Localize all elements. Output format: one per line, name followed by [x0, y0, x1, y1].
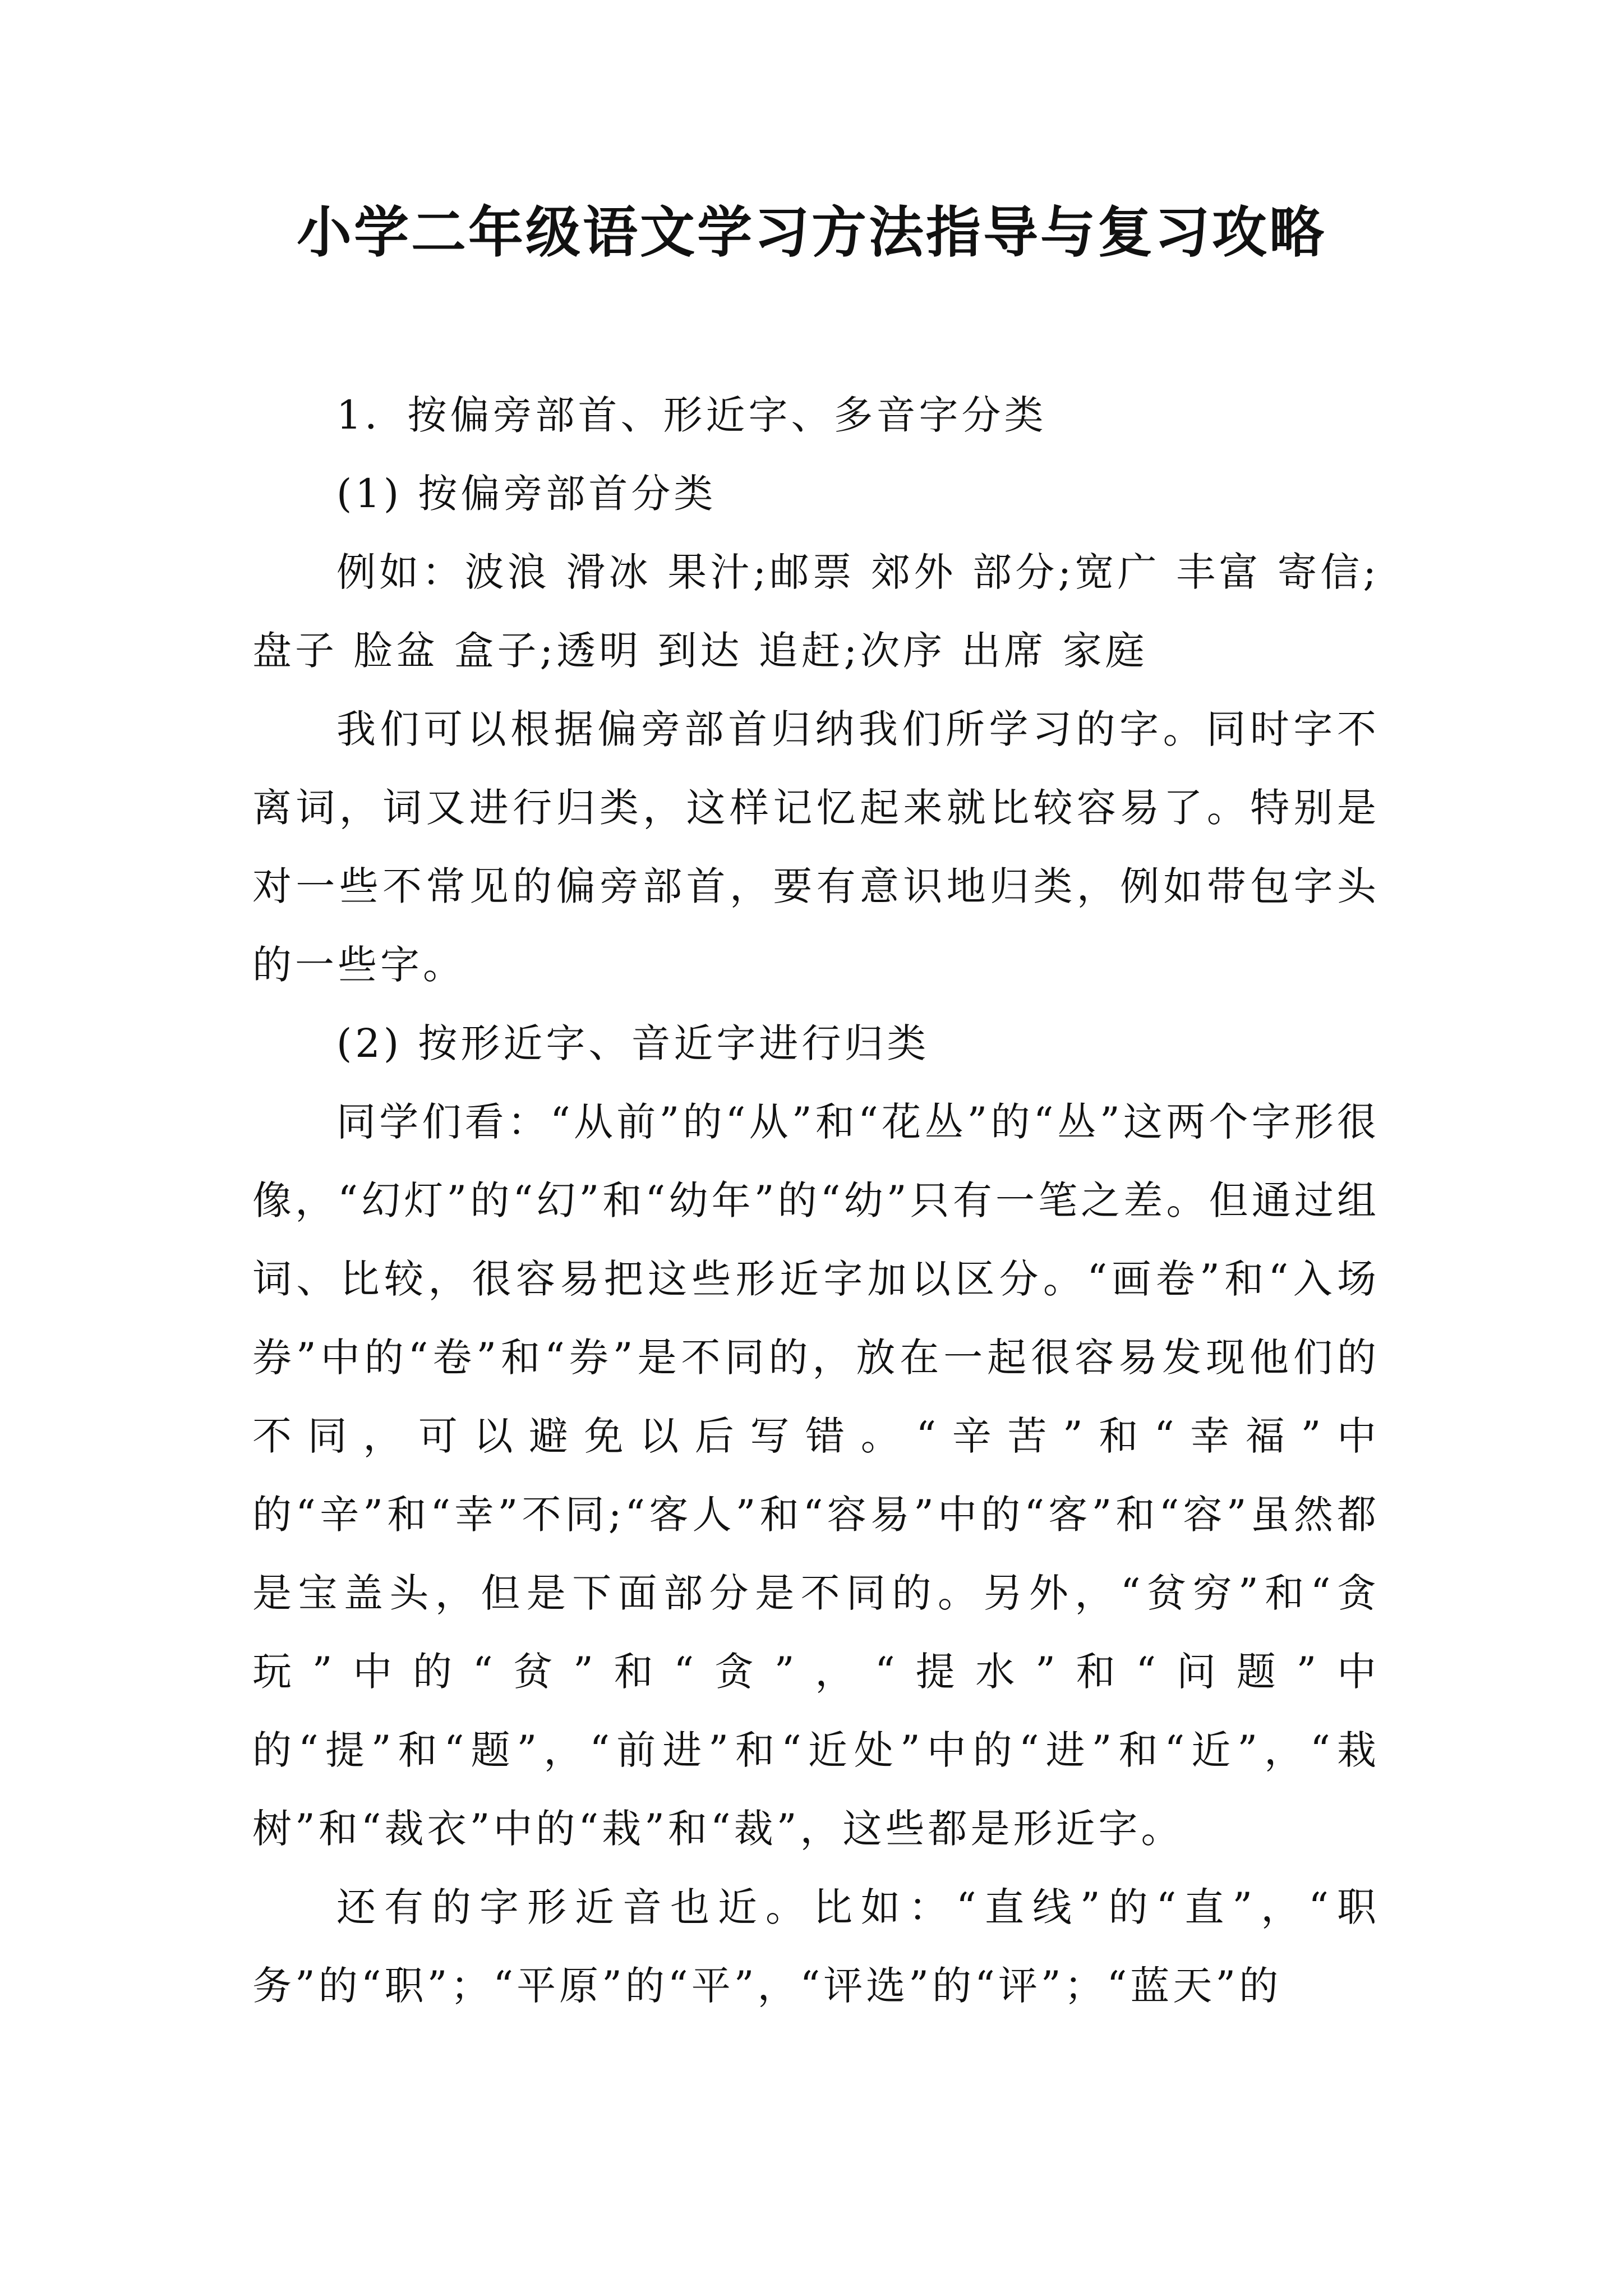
paragraph-similar-sound: 还有的字形近音也近。比如：“直线”的“直”，“职务”的“职”；“平原”的“平”，“评选”的“评”；“蓝天”的: [252, 1884, 1380, 2009]
paragraph-examples: 例如：波浪 滑冰 果汁;邮票 郊外 部分;宽广 丰富 寄信;盘子 脸盆 盒子;透明 到达 追赶;次序 出席 家庭: [252, 549, 1380, 674]
paragraph-radicals-explanation: 我们可以根据偏旁部首归纳我们所学习的字。同时字不离词，词又进行归类，这样记忆起来就比较容易了。特别是对一些不常见的偏旁部首，要有意识地归类，例如带包字头的一些字。: [252, 706, 1380, 988]
paragraph-section-heading: 1．按偏旁部首、形近字、多音字分类: [336, 392, 1047, 438]
paragraph-similar-characters: 同学们看：“从前”的“从”和“花丛”的“丛”这两个字形很像，“幻灯”的“幻”和“幼年”的“幼”只有一笔之差。但通过组词、比较，很容易把这些形近字加以区分。“画卷”和“入场券”中的“卷”和“券”是不同的，放在一起很容易发现他们的不同，可以避免以后写错。“辛苦”和“幸福”中的“辛”和“幸”不同;“客人”和“容易”中的“客”和“容”虽然都是宝盖头，但是下面部分是不同的。另外，“贫穷”和“贪玩”中的“贫”和“贪”，“提水”和“问题”中的“提”和“题”，“前进”和“近处”中的“进”和“近”，“栽树”和“裁衣”中的“栽”和“裁”，这些都是形近字。: [252, 1099, 1380, 1852]
document-title: 小学二年级语文学习方法指导与复习攻略: [296, 201, 1326, 265]
paragraph-subheading-radicals: (1) 按偏旁部首分类: [336, 471, 717, 517]
document-body: [252, 376, 1380, 2025]
paragraph-subheading-similar: (2) 按形近字、音近字进行归类: [336, 1020, 930, 1066]
